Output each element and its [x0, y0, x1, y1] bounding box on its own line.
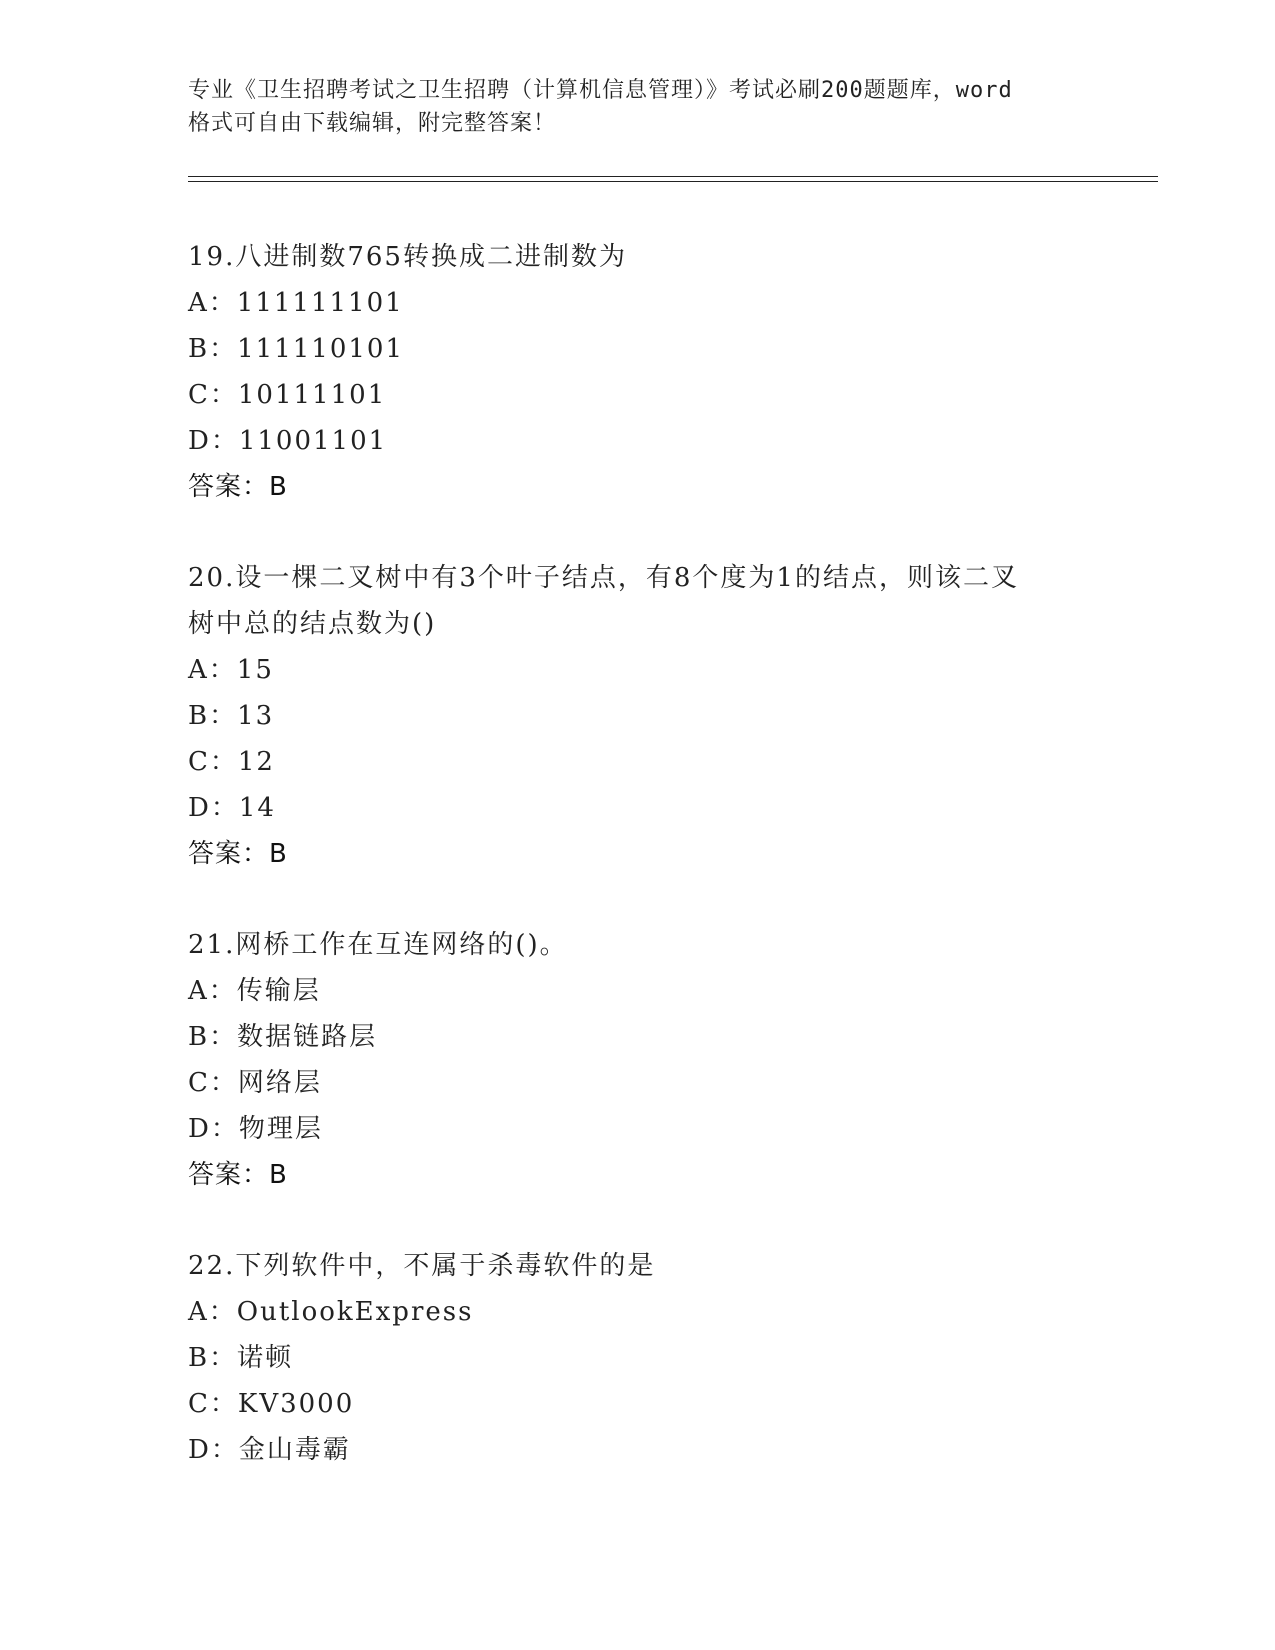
option-d: D：14	[188, 793, 276, 823]
option-a: A：传输层	[188, 976, 321, 1006]
option-a: A：15	[188, 655, 274, 685]
question-title: 19.八进制数765转换成二进制数为	[188, 242, 627, 272]
header-line-2: 格式可自由下载编辑，附完整答案！	[188, 111, 557, 136]
option-d: D：金山毒霸	[188, 1435, 351, 1465]
answer: 答案：B	[188, 1160, 288, 1190]
question-title: 22.下列软件中，不属于杀毒软件的是	[188, 1251, 656, 1281]
header-divider-bottom	[188, 181, 1158, 182]
option-c: C：10111101	[188, 380, 387, 410]
option-a: A：111111101	[188, 288, 404, 318]
option-c: C：KV3000	[188, 1389, 355, 1419]
option-b: B：111110101	[188, 334, 404, 364]
question-20	[188, 555, 1088, 877]
option-b: B：数据链路层	[188, 1022, 378, 1052]
option-d: D：11001101	[188, 426, 388, 456]
option-c: C：网络层	[188, 1068, 322, 1098]
option-a: A：OutlookExpress	[188, 1297, 474, 1327]
header-line-1: 专业《卫生招聘考试之卫生招聘（计算机信息管理）》考试必刷200题题库，word	[188, 78, 1013, 103]
question-title-continued: 树中总的结点数为()	[188, 609, 437, 639]
question-title: 20.设一棵二叉树中有3个叶子结点，有8个度为1的结点，则该二叉	[188, 563, 1019, 593]
question-19	[188, 234, 1088, 510]
option-c: C：12	[188, 747, 275, 777]
question-21	[188, 922, 1088, 1198]
document-header	[188, 74, 1088, 140]
answer: 答案：B	[188, 472, 288, 502]
option-b: B：诺顿	[188, 1343, 294, 1373]
option-b: B：13	[188, 701, 275, 731]
header-divider-top	[188, 176, 1158, 177]
question-title: 21.网桥工作在互连网络的()。	[188, 930, 568, 960]
answer: 答案：B	[188, 839, 288, 869]
option-d: D：物理层	[188, 1114, 323, 1144]
question-22	[188, 1243, 1088, 1473]
